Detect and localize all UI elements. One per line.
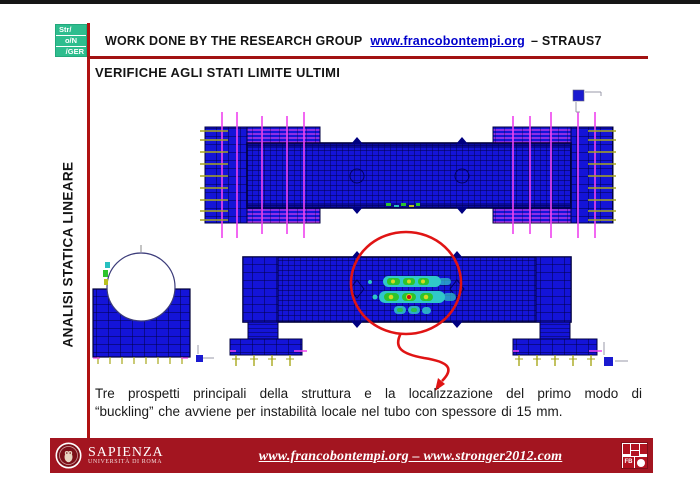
elevation-view — [230, 251, 628, 366]
stronger-logo-line3: /GER — [65, 47, 84, 56]
figure-caption — [95, 385, 642, 420]
cross-section-view — [93, 245, 214, 364]
red-curved-arrow — [398, 333, 448, 381]
section-supports — [98, 357, 182, 364]
top-border — [0, 0, 700, 4]
sapienza-logo-block — [50, 442, 200, 469]
footer-bar — [50, 438, 653, 473]
header-line — [105, 34, 665, 48]
header-red-rule — [87, 56, 648, 59]
header-link[interactable]: www.francobontempi.org — [370, 34, 526, 48]
tube-hole — [107, 253, 175, 321]
top-model-view — [200, 90, 616, 238]
stronger-logo-line2: o/N — [56, 36, 86, 47]
side-label-analisi-statica-lineare: ANALISI STATICA LINEARE — [60, 161, 76, 348]
footer-links[interactable]: www.francobontempi.org – www.stronger2012.com — [258, 448, 563, 464]
xy-axis-icon — [604, 342, 628, 366]
stronger-logo-line1: Str/ — [56, 25, 86, 36]
caption-line2: “buckling” che avviene per instabilità locale nel tubo con spessore di 15 mm. — [95, 403, 563, 419]
page-title: VERIFICHE AGLI STATI LIMITE ULTIMI — [95, 65, 341, 80]
header-suffix: – STRAUS7 — [531, 34, 602, 48]
sapienza-owl-icon — [55, 442, 82, 469]
xy-axis-icon — [573, 90, 601, 112]
sapienza-subtitle: UNIVERSITÀ DI ROMA — [88, 459, 163, 465]
header-prefix: WORK DONE BY THE RESEARCH GROUP — [105, 34, 363, 48]
xy-axis-icon — [196, 345, 214, 362]
stronger-logo — [55, 24, 87, 57]
fem-figure — [90, 78, 660, 408]
caption-line1: Tre prospetti principali della struttura e la localizzazione del primo modo di — [95, 386, 642, 401]
fbo-seal-text: FB — [623, 457, 634, 468]
sapienza-wordmark: SAPIENZA — [88, 445, 164, 460]
fbo-seal-logo — [621, 442, 648, 469]
